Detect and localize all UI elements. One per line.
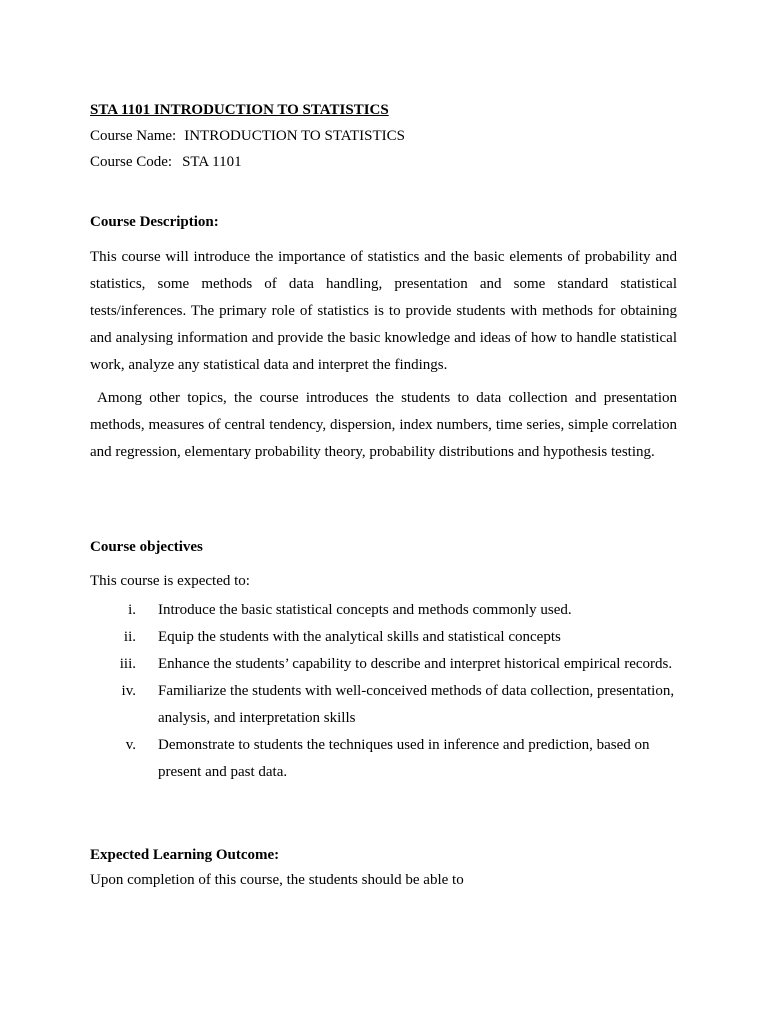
description-paragraph-2 bbox=[90, 385, 677, 466]
course-code-value: STA 1101 bbox=[182, 154, 242, 170]
list-item-number: ii. bbox=[123, 629, 136, 645]
description-heading: Course Description: bbox=[90, 214, 219, 230]
outcome-lead: Upon completion of this course, the students should be able to bbox=[90, 872, 464, 888]
list-item-number: i. bbox=[128, 602, 136, 618]
list-item bbox=[90, 624, 680, 651]
list-item-text: Enhance the students’ capability to describe and interpret historical empirical records. bbox=[158, 656, 673, 672]
description-paragraph-2-text: Among other topics, the course introduces the students to data collection and presentation methods, measures of central tendency, dispersion, index numbers, time series, simple correlation and regression, elementary probability theory, probability distributions and hypothesis testing. bbox=[90, 390, 677, 460]
list-item-text: Equip the students with the analytical skills and statistical concepts bbox=[158, 629, 561, 645]
objectives-heading: Course objectives bbox=[90, 539, 203, 555]
list-item bbox=[90, 651, 680, 678]
list-item bbox=[90, 732, 680, 786]
list-item bbox=[90, 597, 680, 624]
course-name-line bbox=[90, 126, 677, 146]
list-item-text: Demonstrate to students the techniques used in inference and prediction, based on present and past data. bbox=[158, 737, 650, 780]
description-paragraph-1: This course will introduce the importance of statistics and the basic elements of probability and statistics, some methods of data handling, presentation and some standard statistical tests/inferences. The primary role of statistics is to provide students with methods for obtaining and analysing information and provide the basic knowledge and ideas of how to handle statistical work, analyze any statistical data and interpret the findings. bbox=[90, 249, 677, 373]
list-item-number: iii. bbox=[119, 656, 136, 672]
course-name-label: Course Name: bbox=[90, 128, 177, 144]
document-title: STA 1101 INTRODUCTION TO STATISTICS bbox=[90, 102, 389, 118]
course-code-label: Course Code: bbox=[90, 154, 173, 170]
objectives-list bbox=[90, 597, 680, 786]
course-code-line bbox=[90, 152, 677, 172]
objectives-lead: This course is expected to: bbox=[90, 573, 250, 589]
list-item-text: Familiarize the students with well-conceived methods of data collection, presentation, analysis, and interpretation skills bbox=[158, 683, 675, 726]
list-item-text: Introduce the basic statistical concepts and methods commonly used. bbox=[158, 602, 572, 618]
list-item-number: v. bbox=[125, 737, 136, 753]
list-item bbox=[90, 678, 680, 732]
outcome-heading: Expected Learning Outcome: bbox=[90, 847, 280, 863]
list-item-number: iv. bbox=[121, 683, 136, 699]
course-name-value: INTRODUCTION TO STATISTICS bbox=[184, 128, 405, 144]
